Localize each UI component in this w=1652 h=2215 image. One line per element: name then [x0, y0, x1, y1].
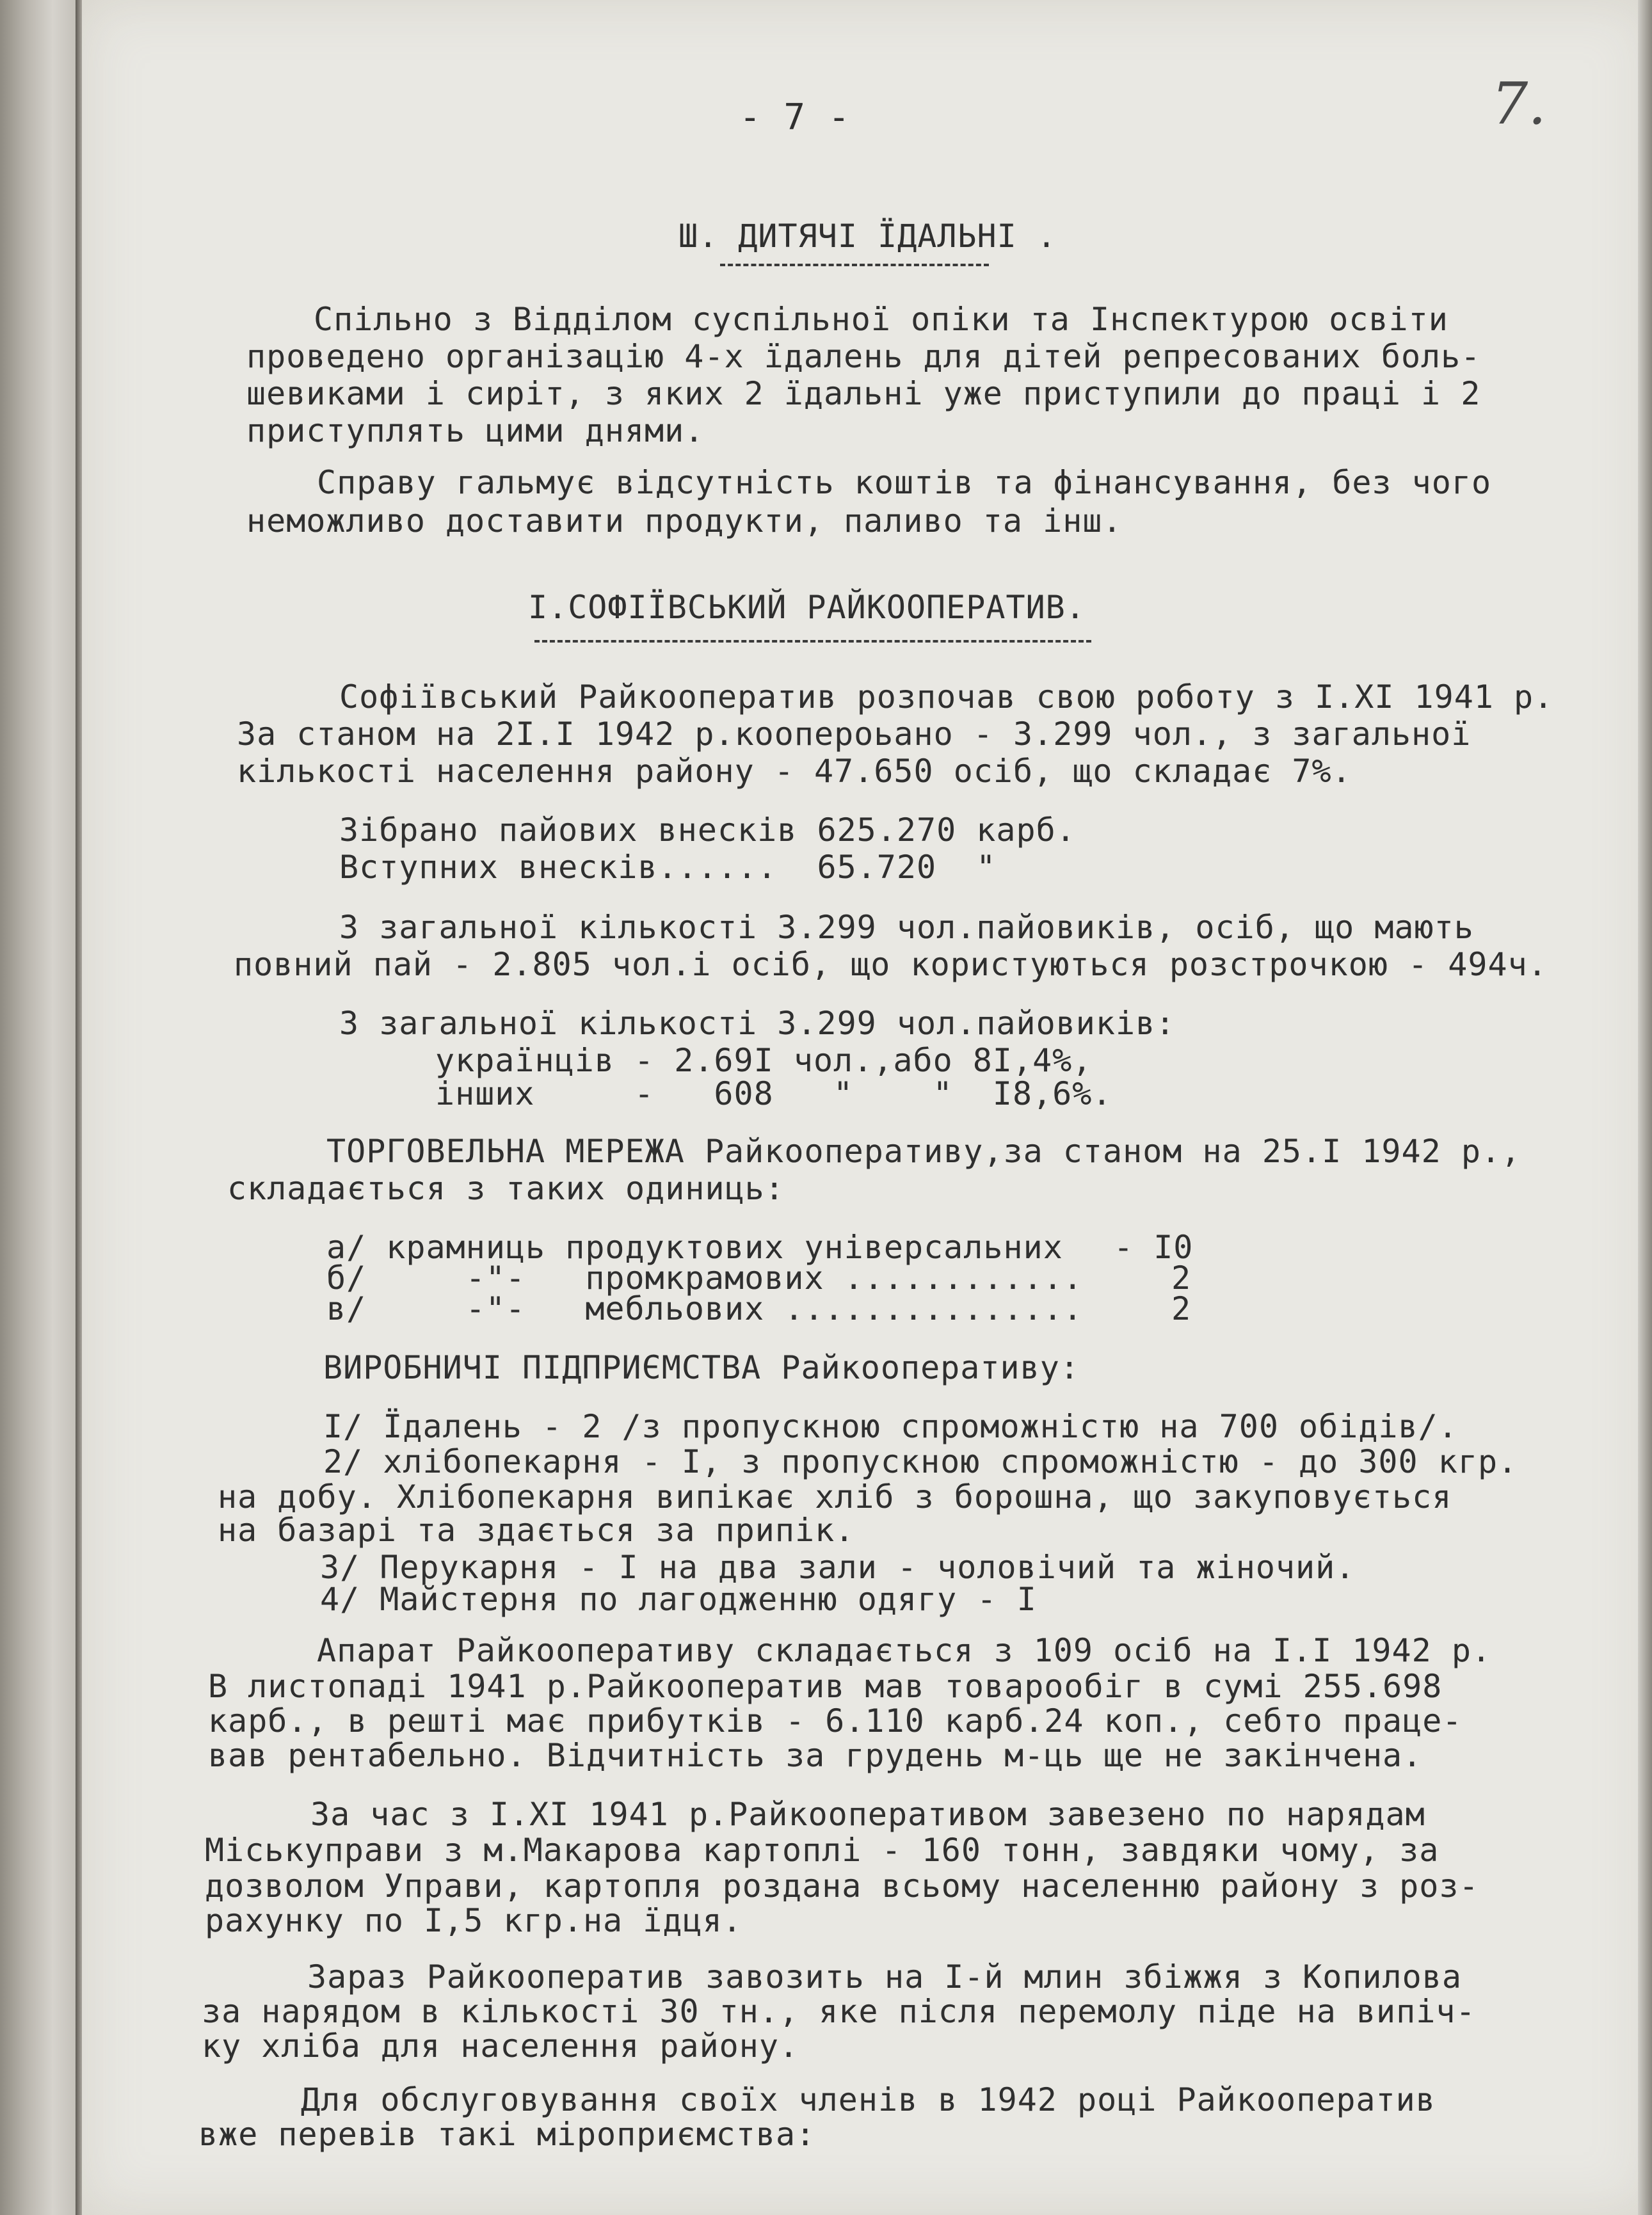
page-edge: [1638, 0, 1652, 2215]
apparatus-line1: Апарат Райкооперативу складається з 109 осіб на І.І 1942 р.: [317, 1632, 1492, 1669]
production-bakery-line3: на базарі та здається за припік.: [218, 1512, 855, 1549]
apparatus-line3: карб., в решті має прибутків - 6.110 карб.24 коп., себто праце-: [208, 1702, 1463, 1739]
trade-network-line2: складається з таких одиниць:: [227, 1170, 785, 1207]
section-heading-cooperative: І.СОФІЇВСЬКИЙ РАЙКООПЕРАТИВ.: [528, 589, 1086, 626]
shops-universal-count: - І0: [1114, 1229, 1194, 1266]
shops-furniture-count: 2: [1171, 1290, 1192, 1327]
canteens-para2-line2: неможливо доставити продукти, паливо та інш.: [246, 502, 1123, 540]
coop-para1-line1: Софіївський Райкооператив розпочав свою роботу з І.ХІ 1941 р.: [339, 678, 1554, 716]
entry-contributions: Вступних внесків...... 65.720 ": [339, 849, 997, 886]
handwritten-page-number: 7.: [1491, 70, 1546, 138]
measures-line2: вже перевів такі міроприємства:: [198, 2116, 816, 2153]
grain-line2: за нарядом в кількості 30 тн., яке після перемолу піде на випіч-: [202, 1993, 1476, 2030]
binding-strip: [0, 0, 76, 2215]
shops-universal: а/ крамниць продуктових універсальних: [326, 1229, 1063, 1266]
shops-industrial: б/ -"- промкрамових ............: [326, 1259, 1083, 1297]
nationality-ukrainians: українців - 2.69І чол.,або 8І,4%,: [435, 1042, 1093, 1079]
measures-line1: Для обслуговування своїх членів в 1942 році Райкооператив: [301, 2081, 1436, 2118]
heading-underline: [720, 264, 989, 266]
potatoes-line1: За час з І.ХІ 1941 р.Райкооперативом завезено по нарядам: [310, 1796, 1425, 1833]
trade-network-line1: ТОРГОВЕЛЬНА МЕРЕЖА Райкооперативу,за станом на 25.І 1942 р.,: [326, 1133, 1521, 1170]
canteens-para2-line1: Справу гальмує відсутність коштів та фінансування, без чого: [317, 464, 1492, 501]
nationality-intro: З загальної кількості 3.299 чол.пайовиків:: [339, 1005, 1176, 1042]
canteens-para1-line3: шевиками і сиріт, з яких 2 їдальні уже приступили до праці і 2: [246, 375, 1481, 412]
production-canteens: І/ Їдалень - 2 /з пропускною спроможністю на 700 обідів/.: [323, 1408, 1458, 1445]
grain-line3: ку хліба для населення району.: [202, 2027, 799, 2065]
coop-para2-line1: З загальної кількості 3.299 чол.пайовиків, осіб, що мають: [339, 909, 1474, 946]
production-heading: ВИРОБНИЧІ ПІДПРИЄМСТВА Райкооперативу:: [323, 1349, 1080, 1386]
coop-para2-line2: повний пай - 2.805 чол.і осіб, що користуються розстрочкою - 494ч.: [234, 946, 1548, 983]
apparatus-line4: вав рентабельно. Відчитність за грудень м-ць ще не закінчена.: [208, 1737, 1423, 1774]
canteens-para1-line4: приступлять цими днями.: [246, 412, 705, 449]
shops-industrial-count: 2: [1171, 1259, 1192, 1297]
coop-para1-line2: За станом на 2І.І 1942 р.коопероьано - 3.299 чол., з загальної: [237, 716, 1472, 753]
canteens-para1-line2: проведено організацію 4-х їдалень для дітей репресованих боль-: [246, 338, 1481, 375]
nationality-others: інших - 608 " " І8,6%.: [435, 1075, 1112, 1112]
production-bakery: 2/ хлібопекарня - І, з пропускною спроможністю - до 300 кгр.: [323, 1443, 1518, 1480]
shops-furniture: в/ -"- мебльових ...............: [326, 1290, 1083, 1327]
grain-line1: Зараз Райкооператив завозить на І-й млин збіжжя з Копилова: [307, 1958, 1462, 1995]
share-contributions: Зібрано пайових внесків 625.270 карб.: [339, 812, 1076, 849]
section-heading-canteens: Ш. ДИТЯЧІ ЇДАЛЬНІ .: [678, 218, 1057, 255]
production-barbershop: 3/ Перукарня - І на два зали - чоловічий та жіночий.: [320, 1549, 1356, 1586]
heading-underline: [534, 640, 1091, 643]
canteens-para1-line1: Спільно з Відділом суспільної опіки та Інспектурою освіти: [314, 301, 1448, 338]
apparatus-line2: В листопаді 1941 р.Райкооператив мав товарообіг в сумі 255.698: [208, 1668, 1443, 1705]
coop-para1-line3: кількості населення району - 47.650 осіб, що складає 7%.: [237, 753, 1352, 790]
production-bakery-line2: на добу. Хлібопекарня випікає хліб з борошна, що закуповується: [218, 1478, 1452, 1515]
potatoes-line4: рахунку по І,5 кгр.на їдця.: [205, 1902, 742, 1939]
production-tailoring: 4/ Майстерня по лагодженню одягу - І: [320, 1581, 1037, 1618]
potatoes-line3: дозволом Управи, картопля роздана всьому населенню району з роз-: [205, 1867, 1479, 1905]
page-number: - 7 -: [739, 97, 851, 138]
binding-edge: [76, 0, 82, 2215]
potatoes-line2: Міськуправи з м.Макарова картоплі - 160 тонн, завдяки чому, за: [205, 1832, 1439, 1869]
